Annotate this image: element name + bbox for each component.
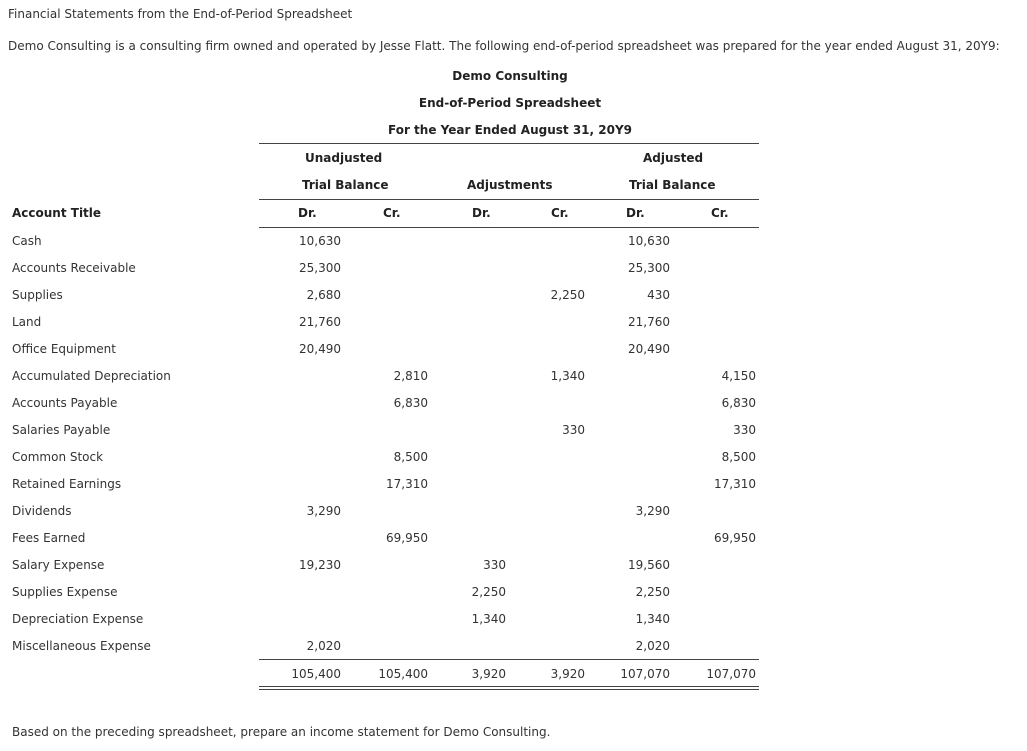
unadjusted-dr-value: 25,300 [299, 261, 341, 275]
adjustments-dr-value: 1,340 [471, 612, 506, 626]
adjusted-dr-header: Dr. [626, 206, 645, 220]
header-top-rule [259, 143, 759, 144]
totals-rule-bottom-2 [259, 689, 759, 690]
account-title: Supplies [12, 288, 63, 302]
adjusted-cr-value: 8,500 [721, 450, 756, 464]
unadjusted-dr-value: 19,230 [299, 558, 341, 572]
sheet-name: End-of-Period Spreadsheet [418, 96, 602, 110]
adjusted-dr-value: 25,300 [628, 261, 670, 275]
account-title: Accumulated Depreciation [12, 369, 171, 383]
totals-rule-top [259, 659, 759, 660]
account-title: Retained Earnings [12, 477, 122, 491]
adjusted-cr-header: Cr. [711, 206, 729, 220]
account-title: Supplies Expense [12, 585, 118, 599]
total-unadjusted-cr: 105,400 [378, 667, 428, 681]
account-title: Salary Expense [12, 558, 105, 572]
unadjusted-cr-value: 69,950 [386, 531, 428, 545]
account-title: Miscellaneous Expense [12, 639, 151, 653]
unadjusted-cr-value: 6,830 [393, 396, 428, 410]
unadjusted-trial-balance-header: Trial Balance [302, 178, 389, 192]
unadjusted-dr-value: 2,020 [306, 639, 341, 653]
header-mid-rule [259, 199, 759, 200]
account-title-header: Account Title [12, 206, 102, 220]
adjusted-cr-value: 330 [733, 423, 756, 437]
adjustments-cr-value: 2,250 [550, 288, 585, 302]
total-unadjusted-dr: 105,400 [291, 667, 341, 681]
account-title: Accounts Receivable [12, 261, 136, 275]
adjusted-cr-value: 4,150 [721, 369, 756, 383]
unadjusted-dr-value: 21,760 [299, 315, 341, 329]
account-title: Land [12, 315, 42, 329]
sheet-period: For the Year Ended August 31, 20Y9 [388, 123, 632, 137]
account-title: Fees Earned [12, 531, 86, 545]
unadjusted-dr-value: 10,630 [299, 234, 341, 248]
unadjusted-cr-header: Cr. [383, 206, 401, 220]
adjusted-dr-value: 3,290 [635, 504, 670, 518]
account-title: Dividends [12, 504, 72, 518]
account-title: Salaries Payable [12, 423, 111, 437]
account-title: Cash [12, 234, 42, 248]
adjustments-cr-header: Cr. [551, 206, 569, 220]
adjustments-dr-value: 330 [483, 558, 506, 572]
adjusted-dr-value: 2,020 [635, 639, 670, 653]
unadjusted-dr-value: 3,290 [306, 504, 341, 518]
unadjusted-dr-value: 2,680 [306, 288, 341, 302]
adjusted-cr-value: 6,830 [721, 396, 756, 410]
total-adjustments-cr: 3,920 [550, 667, 585, 681]
intro-text: Demo Consulting is a consulting firm owned and operated by Jesse Flatt. The following end-of-period spreadsheet was prepared for the year ended August 31, 20Y9: [8, 39, 1000, 53]
adjustments-dr-header: Dr. [472, 206, 491, 220]
unadjusted-cr-value: 8,500 [393, 450, 428, 464]
account-title: Office Equipment [12, 342, 116, 356]
unadjusted-header: Unadjusted [305, 151, 383, 165]
adjusted-header: Adjusted [643, 151, 704, 165]
footer-instruction: Based on the preceding spreadsheet, prepare an income statement for Demo Consulting. [12, 725, 551, 739]
adjusted-dr-value: 10,630 [628, 234, 670, 248]
unadjusted-cr-value: 2,810 [393, 369, 428, 383]
adjusted-cr-value: 17,310 [714, 477, 756, 491]
page-title: Financial Statements from the End-of-Period Spreadsheet [8, 7, 353, 21]
adjusted-dr-value: 21,760 [628, 315, 670, 329]
adjusted-dr-value: 2,250 [635, 585, 670, 599]
header-bottom-rule [259, 227, 759, 228]
company-name: Demo Consulting [452, 69, 568, 83]
account-title: Depreciation Expense [12, 612, 144, 626]
adjustments-dr-value: 2,250 [471, 585, 506, 599]
total-adjusted-dr: 107,070 [620, 667, 670, 681]
unadjusted-cr-value: 17,310 [386, 477, 428, 491]
adjusted-dr-value: 430 [647, 288, 670, 302]
adjusted-dr-value: 20,490 [628, 342, 670, 356]
adjusted-dr-value: 19,560 [628, 558, 670, 572]
adjusted-trial-balance-header: Trial Balance [629, 178, 716, 192]
totals-rule-bottom-1 [259, 686, 759, 687]
adjusted-dr-value: 1,340 [635, 612, 670, 626]
adjustments-header: Adjustments [467, 178, 553, 192]
adjustments-cr-value: 1,340 [550, 369, 585, 383]
unadjusted-dr-value: 20,490 [299, 342, 341, 356]
adjustments-cr-value: 330 [562, 423, 585, 437]
total-adjusted-cr: 107,070 [706, 667, 756, 681]
account-title: Accounts Payable [12, 396, 118, 410]
account-title: Common Stock [12, 450, 104, 464]
total-adjustments-dr: 3,920 [471, 667, 506, 681]
unadjusted-dr-header: Dr. [298, 206, 317, 220]
adjusted-cr-value: 69,950 [714, 531, 756, 545]
